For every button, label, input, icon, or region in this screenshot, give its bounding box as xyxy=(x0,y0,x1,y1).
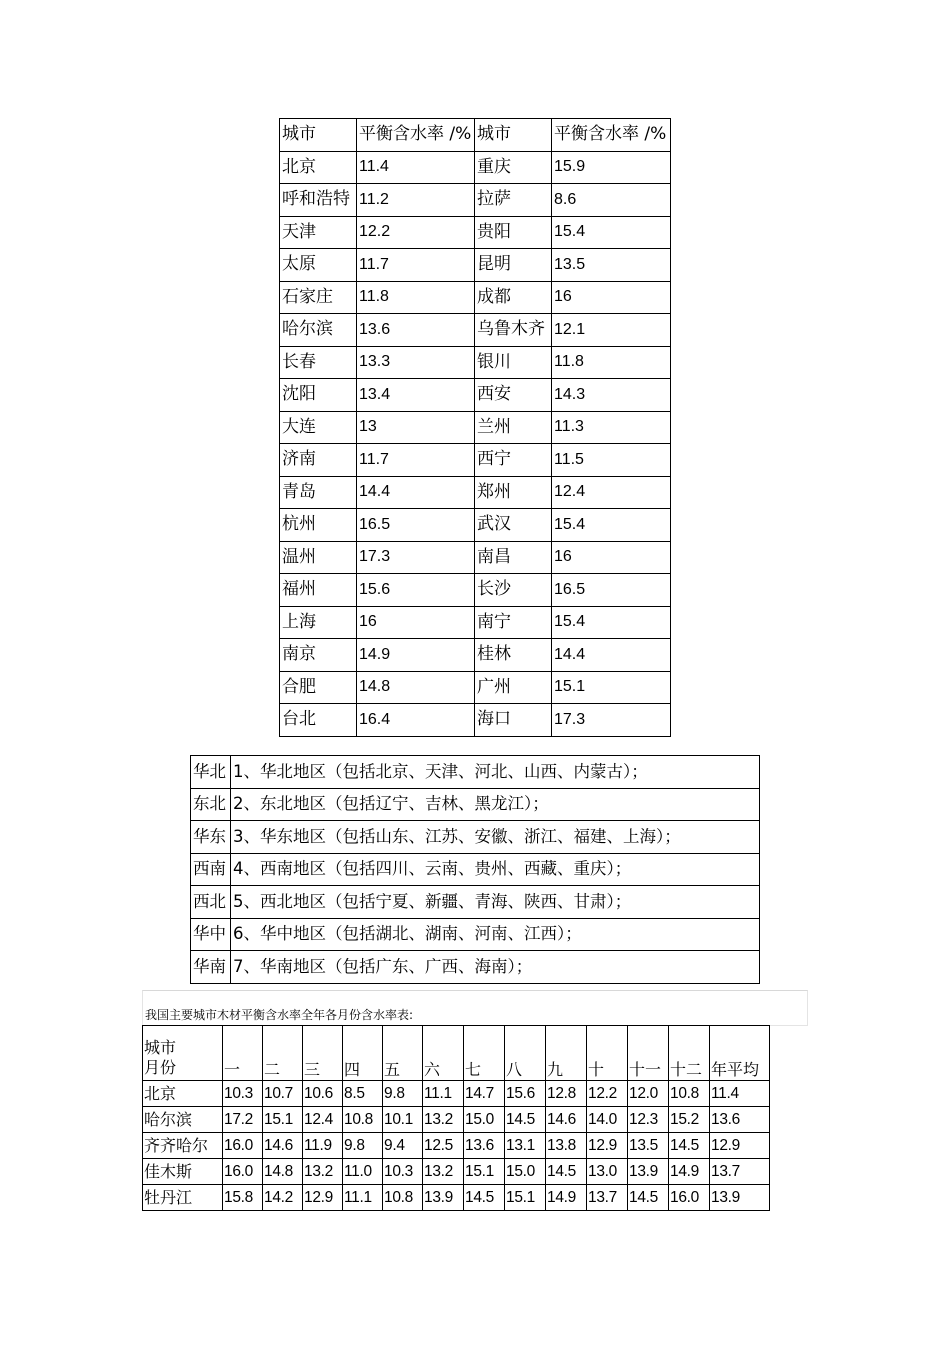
moisture-cell: 11.9 xyxy=(303,1133,343,1159)
month-header: 一 xyxy=(223,1026,263,1081)
monthly-moisture-table xyxy=(142,1025,770,1211)
moisture-cell: 14.9 xyxy=(546,1185,587,1211)
region-description-cell: 4、西南地区（包括四川、云南、贵州、西藏、重庆）； xyxy=(231,853,760,886)
moisture-cell: 14.4 xyxy=(357,476,475,509)
moisture-cell: 14.7 xyxy=(464,1081,505,1107)
city-cell: 长春 xyxy=(280,346,357,379)
city-cell: 青岛 xyxy=(280,476,357,509)
moisture-cell: 14.8 xyxy=(263,1159,303,1185)
header-moisture: 平衡含水率 /% xyxy=(552,119,671,152)
moisture-cell: 12.1 xyxy=(552,314,671,347)
city-cell: 南京 xyxy=(280,639,357,672)
region-name-cell: 华东 xyxy=(191,821,231,854)
moisture-cell: 17.3 xyxy=(552,704,671,737)
moisture-cell: 10.8 xyxy=(343,1107,383,1133)
table-row xyxy=(143,1185,770,1211)
city-cell: 海口 xyxy=(475,704,552,737)
moisture-cell: 15.4 xyxy=(552,606,671,639)
moisture-cell: 11.7 xyxy=(357,444,475,477)
moisture-cell: 9.8 xyxy=(343,1133,383,1159)
moisture-cell: 10.3 xyxy=(383,1159,423,1185)
region-row xyxy=(191,918,760,951)
moisture-cell: 10.7 xyxy=(263,1081,303,1107)
moisture-cell: 16 xyxy=(357,606,475,639)
moisture-cell: 11.2 xyxy=(357,184,475,217)
moisture-cell: 12.0 xyxy=(628,1081,669,1107)
city-cell: 佳木斯 xyxy=(143,1159,223,1185)
region-row xyxy=(191,788,760,821)
region-name-cell: 西北 xyxy=(191,886,231,919)
moisture-cell: 9.8 xyxy=(383,1081,423,1107)
city-cell: 齐齐哈尔 xyxy=(143,1133,223,1159)
moisture-cell: 13.2 xyxy=(423,1107,464,1133)
city-cell: 哈尔滨 xyxy=(280,314,357,347)
city-cell: 哈尔滨 xyxy=(143,1107,223,1133)
moisture-cell: 12.8 xyxy=(546,1081,587,1107)
city-cell: 乌鲁木齐 xyxy=(475,314,552,347)
moisture-cell: 11.8 xyxy=(357,281,475,314)
table-row xyxy=(280,476,671,509)
city-cell: 西安 xyxy=(475,379,552,412)
moisture-cell: 12.3 xyxy=(628,1107,669,1133)
region-name-cell: 华中 xyxy=(191,918,231,951)
table-row xyxy=(143,1159,770,1185)
month-header: 十一 xyxy=(628,1026,669,1081)
moisture-cell: 10.8 xyxy=(383,1185,423,1211)
table-row xyxy=(280,216,671,249)
moisture-cell: 12.2 xyxy=(357,216,475,249)
moisture-cell: 14.5 xyxy=(464,1185,505,1211)
region-description-cell: 1、华北地区（包括北京、天津、河北、山西、内蒙古）； xyxy=(231,756,760,789)
region-row xyxy=(191,951,760,984)
month-header: 七 xyxy=(464,1026,505,1081)
moisture-cell: 15.0 xyxy=(505,1159,546,1185)
city-cell: 武汉 xyxy=(475,509,552,542)
city-cell: 太原 xyxy=(280,249,357,282)
moisture-cell: 10.6 xyxy=(303,1081,343,1107)
moisture-cell: 15.1 xyxy=(263,1107,303,1133)
moisture-cell: 8.5 xyxy=(343,1081,383,1107)
city-cell: 济南 xyxy=(280,444,357,477)
moisture-cell: 15.6 xyxy=(357,574,475,607)
region-row xyxy=(191,853,760,886)
table-row xyxy=(280,639,671,672)
moisture-cell: 8.6 xyxy=(552,184,671,217)
corner-month-label: 月份 xyxy=(144,1058,177,1077)
table-row xyxy=(280,704,671,737)
month-header: 年平均 xyxy=(710,1026,770,1081)
city-cell: 天津 xyxy=(280,216,357,249)
month-header-row xyxy=(143,1026,770,1081)
moisture-cell: 14.5 xyxy=(628,1185,669,1211)
moisture-cell: 14.3 xyxy=(552,379,671,412)
region-description-cell: 5、西北地区（包括宁夏、新疆、青海、陕西、甘肃）； xyxy=(231,886,760,919)
moisture-cell: 13.2 xyxy=(423,1159,464,1185)
city-cell: 呼和浩特 xyxy=(280,184,357,217)
city-cell: 牡丹江 xyxy=(143,1185,223,1211)
city-cell: 银川 xyxy=(475,346,552,379)
moisture-cell: 15.1 xyxy=(552,671,671,704)
city-cell: 石家庄 xyxy=(280,281,357,314)
city-cell: 贵阳 xyxy=(475,216,552,249)
table-row xyxy=(143,1107,770,1133)
moisture-cell: 14.5 xyxy=(546,1159,587,1185)
month-header: 十 xyxy=(587,1026,628,1081)
moisture-cell: 15.0 xyxy=(464,1107,505,1133)
moisture-cell: 14.6 xyxy=(546,1107,587,1133)
moisture-cell: 16 xyxy=(552,281,671,314)
table-row xyxy=(143,1133,770,1159)
moisture-cell: 11.1 xyxy=(423,1081,464,1107)
monthly-table-caption: 我国主要城市木材平衡含水率全年各月份含水率表: xyxy=(145,1008,414,1022)
city-cell: 福州 xyxy=(280,574,357,607)
moisture-cell: 11.0 xyxy=(343,1159,383,1185)
city-cell: 桂林 xyxy=(475,639,552,672)
moisture-cell: 11.8 xyxy=(552,346,671,379)
moisture-cell: 16 xyxy=(552,541,671,574)
region-row xyxy=(191,756,760,789)
corner-city-label: 城市 xyxy=(144,1038,177,1057)
moisture-cell: 16.0 xyxy=(669,1185,710,1211)
moisture-cell: 14.6 xyxy=(263,1133,303,1159)
moisture-cell: 15.9 xyxy=(552,151,671,184)
moisture-cell: 11.7 xyxy=(357,249,475,282)
moisture-cell: 15.4 xyxy=(552,509,671,542)
city-cell: 拉萨 xyxy=(475,184,552,217)
moisture-cell: 17.3 xyxy=(357,541,475,574)
moisture-cell: 10.1 xyxy=(383,1107,423,1133)
city-cell: 重庆 xyxy=(475,151,552,184)
moisture-cell: 17.2 xyxy=(223,1107,263,1133)
region-description-cell: 6、华中地区（包括湖北、湖南、河南、江西）； xyxy=(231,918,760,951)
moisture-cell: 12.9 xyxy=(303,1185,343,1211)
moisture-cell: 13.5 xyxy=(628,1133,669,1159)
moisture-cell: 12.9 xyxy=(587,1133,628,1159)
region-name-cell: 西南 xyxy=(191,853,231,886)
city-cell: 南昌 xyxy=(475,541,552,574)
moisture-cell: 12.4 xyxy=(552,476,671,509)
moisture-cell: 13.6 xyxy=(710,1107,770,1133)
moisture-cell: 11.1 xyxy=(343,1185,383,1211)
moisture-cell: 13.6 xyxy=(464,1133,505,1159)
table-row xyxy=(280,281,671,314)
table-row xyxy=(280,606,671,639)
table-row xyxy=(280,314,671,347)
region-row xyxy=(191,821,760,854)
moisture-cell: 14.8 xyxy=(357,671,475,704)
moisture-cell: 14.5 xyxy=(669,1133,710,1159)
moisture-cell: 15.1 xyxy=(505,1185,546,1211)
moisture-cell: 13.4 xyxy=(357,379,475,412)
moisture-cell: 15.1 xyxy=(464,1159,505,1185)
caption-box xyxy=(142,990,808,1026)
region-row xyxy=(191,886,760,919)
header-moisture: 平衡含水率 /% xyxy=(357,119,475,152)
city-cell: 广州 xyxy=(475,671,552,704)
table-row xyxy=(280,249,671,282)
month-header: 六 xyxy=(423,1026,464,1081)
table-row xyxy=(143,1081,770,1107)
city-cell: 杭州 xyxy=(280,509,357,542)
moisture-cell: 12.9 xyxy=(710,1133,770,1159)
city-cell: 昆明 xyxy=(475,249,552,282)
moisture-cell: 15.8 xyxy=(223,1185,263,1211)
moisture-cell: 15.4 xyxy=(552,216,671,249)
table-row xyxy=(280,346,671,379)
moisture-cell: 11.4 xyxy=(357,151,475,184)
city-cell: 台北 xyxy=(280,704,357,737)
month-header: 四 xyxy=(343,1026,383,1081)
table-row xyxy=(280,509,671,542)
table-row xyxy=(280,184,671,217)
moisture-cell: 14.9 xyxy=(357,639,475,672)
month-header: 八 xyxy=(505,1026,546,1081)
moisture-cell: 13.0 xyxy=(587,1159,628,1185)
moisture-cell: 15.6 xyxy=(505,1081,546,1107)
city-cell: 北京 xyxy=(280,151,357,184)
month-header: 十二 xyxy=(669,1026,710,1081)
moisture-cell: 14.9 xyxy=(669,1159,710,1185)
month-header: 二 xyxy=(263,1026,303,1081)
moisture-cell: 13.8 xyxy=(546,1133,587,1159)
city-cell: 温州 xyxy=(280,541,357,574)
city-cell: 大连 xyxy=(280,411,357,444)
city-cell: 合肥 xyxy=(280,671,357,704)
table-row xyxy=(280,379,671,412)
table-row xyxy=(280,671,671,704)
moisture-cell: 12.5 xyxy=(423,1133,464,1159)
city-cell: 长沙 xyxy=(475,574,552,607)
city-cell: 成都 xyxy=(475,281,552,314)
moisture-cell: 13.1 xyxy=(505,1133,546,1159)
region-table xyxy=(190,755,760,984)
moisture-cell: 14.4 xyxy=(552,639,671,672)
moisture-cell: 13.9 xyxy=(710,1185,770,1211)
moisture-cell: 11.4 xyxy=(710,1081,770,1107)
moisture-cell: 16.0 xyxy=(223,1133,263,1159)
table-row xyxy=(280,541,671,574)
moisture-cell: 13.6 xyxy=(357,314,475,347)
moisture-cell: 16.5 xyxy=(357,509,475,542)
header-city: 城市 xyxy=(280,119,357,152)
moisture-cell: 16.5 xyxy=(552,574,671,607)
moisture-cell: 13.2 xyxy=(303,1159,343,1185)
moisture-cell: 13.9 xyxy=(423,1185,464,1211)
moisture-cell: 13.3 xyxy=(357,346,475,379)
city-cell: 兰州 xyxy=(475,411,552,444)
moisture-cell: 11.3 xyxy=(552,411,671,444)
moisture-cell: 13 xyxy=(357,411,475,444)
moisture-cell: 12.4 xyxy=(303,1107,343,1133)
region-description-cell: 7、华南地区（包括广东、广西、海南）； xyxy=(231,951,760,984)
city-cell: 西宁 xyxy=(475,444,552,477)
city-moisture-table xyxy=(279,118,671,737)
moisture-cell: 13.7 xyxy=(587,1185,628,1211)
month-header: 三 xyxy=(303,1026,343,1081)
region-name-cell: 东北 xyxy=(191,788,231,821)
moisture-cell: 16.4 xyxy=(357,704,475,737)
city-cell: 北京 xyxy=(143,1081,223,1107)
moisture-cell: 12.2 xyxy=(587,1081,628,1107)
header-row xyxy=(280,119,671,152)
moisture-cell: 13.5 xyxy=(552,249,671,282)
moisture-cell: 10.8 xyxy=(669,1081,710,1107)
city-cell: 南宁 xyxy=(475,606,552,639)
table-row xyxy=(280,444,671,477)
moisture-cell: 14.2 xyxy=(263,1185,303,1211)
moisture-cell: 13.7 xyxy=(710,1159,770,1185)
city-cell: 郑州 xyxy=(475,476,552,509)
region-description-cell: 2、东北地区（包括辽宁、吉林、黑龙江）； xyxy=(231,788,760,821)
header-city: 城市 xyxy=(475,119,552,152)
table-row xyxy=(280,574,671,607)
moisture-cell: 14.0 xyxy=(587,1107,628,1133)
moisture-cell: 11.5 xyxy=(552,444,671,477)
region-description-cell: 3、华东地区（包括山东、江苏、安徽、浙江、福建、上海）； xyxy=(231,821,760,854)
moisture-cell: 15.2 xyxy=(669,1107,710,1133)
month-header: 九 xyxy=(546,1026,587,1081)
moisture-cell: 9.4 xyxy=(383,1133,423,1159)
moisture-cell: 16.0 xyxy=(223,1159,263,1185)
moisture-cell: 10.3 xyxy=(223,1081,263,1107)
table-row xyxy=(280,151,671,184)
corner-header-cell xyxy=(143,1026,223,1081)
month-header: 五 xyxy=(383,1026,423,1081)
region-name-cell: 华北 xyxy=(191,756,231,789)
moisture-cell: 13.9 xyxy=(628,1159,669,1185)
region-name-cell: 华南 xyxy=(191,951,231,984)
table-row xyxy=(280,411,671,444)
city-cell: 上海 xyxy=(280,606,357,639)
moisture-cell: 14.5 xyxy=(505,1107,546,1133)
city-cell: 沈阳 xyxy=(280,379,357,412)
